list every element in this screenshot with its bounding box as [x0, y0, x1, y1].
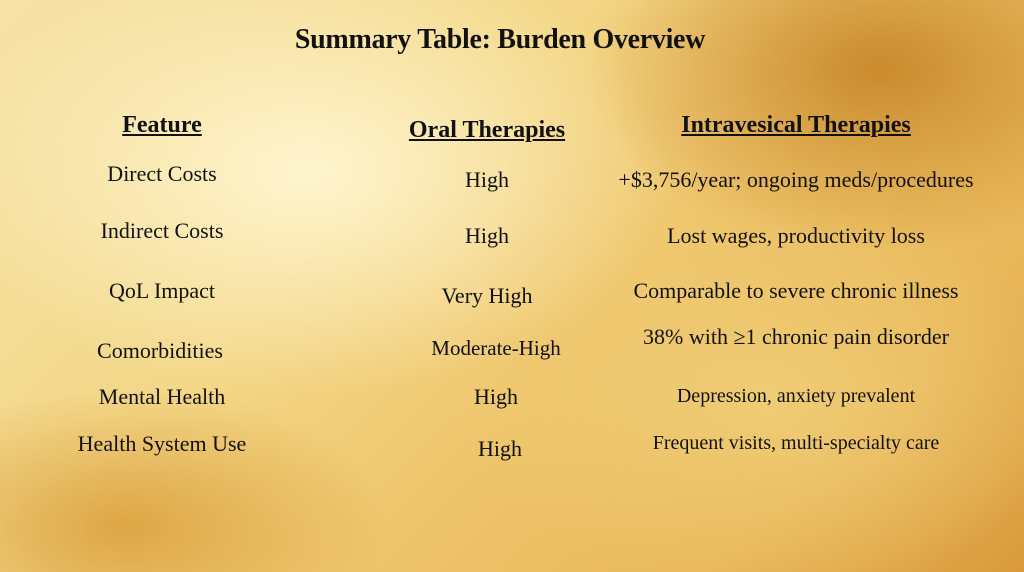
- row-2-oral: High: [465, 223, 509, 248]
- header-feature: Feature: [122, 112, 202, 138]
- row-4-intravesical: 38% with ≥1 chronic pain disorder: [643, 324, 949, 349]
- row-2-intravesical: Lost wages, productivity loss: [667, 223, 925, 248]
- row-1-feature: Direct Costs: [107, 161, 217, 186]
- row-3-feature: QoL Impact: [108, 278, 216, 303]
- row-1-intravesical: +$3,756/year; ongoing meds/procedures: [618, 167, 974, 192]
- row-3-intravesical: Comparable to severe chronic illness: [633, 278, 959, 303]
- row-5-oral: High: [474, 384, 518, 409]
- row-2-feature: Indirect Costs: [100, 218, 224, 243]
- row-6-intravesical: Frequent visits, multi-specialty care: [652, 432, 940, 454]
- row-5-feature: Mental Health: [98, 384, 226, 409]
- header-oral-therapies: Oral Therapies: [408, 117, 566, 143]
- row-6-feature: Health System Use: [77, 431, 247, 456]
- slide-title: Summary Table: Burden Overview: [294, 24, 706, 55]
- row-1-oral: High: [465, 167, 509, 192]
- row-4-feature: Comorbidities: [97, 338, 223, 363]
- row-4-oral: Moderate-High: [431, 336, 561, 360]
- header-intravesical-therapies: Intravesical Therapies: [681, 112, 911, 138]
- row-5-intravesical: Depression, anxiety prevalent: [676, 385, 916, 407]
- row-3-oral: Very High: [441, 283, 533, 308]
- row-6-oral: High: [478, 436, 522, 461]
